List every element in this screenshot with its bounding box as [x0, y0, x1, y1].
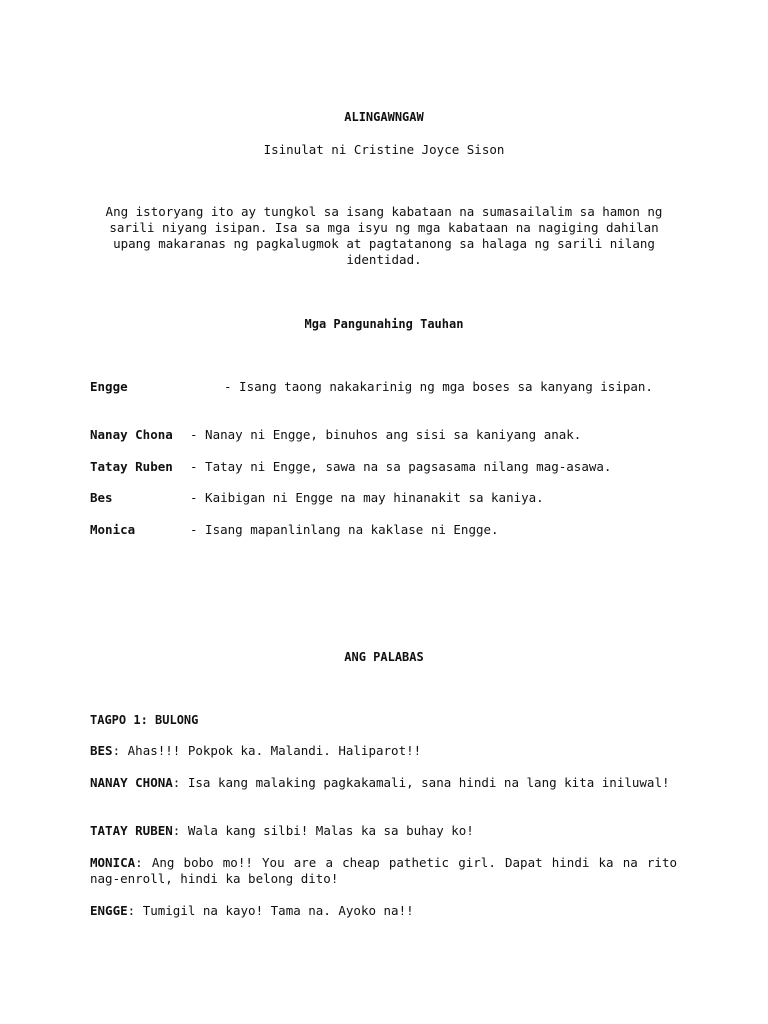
dialogue-line-engge: ENGGE: Tumigil na kayo! Tama na. Ayoko na!! [90, 903, 414, 918]
document-title: ALINGAWNGAW [344, 110, 424, 124]
character-name: Engge [90, 379, 128, 394]
character-desc: - Nanay ni Engge, binuhos ang sisi sa kaniyang anak. [190, 427, 582, 442]
dialogue-line-bes: BES: Ahas!!! Pokpok ka. Malandi. Haliparot!! [90, 743, 422, 758]
character-desc: - Kaibigan ni Engge na may hinanakit sa kaniya. [190, 490, 544, 505]
dialogue-text: Tumigil na kayo! Tama na. Ayoko na!! [142, 903, 414, 918]
dialogue-speaker: MONICA [90, 855, 136, 870]
scene-title: TAGPO 1: BULONG [90, 713, 199, 727]
character-name: Tatay Ruben [90, 459, 173, 474]
character-desc: - Isang taong nakakarinig ng mga boses sa kanyang isipan. [224, 379, 653, 394]
character-desc: - Tatay ni Engge, sawa na sa pagsasama nilang mag-asawa. [190, 459, 612, 474]
dialogue-speaker: NANAY CHONA [90, 775, 173, 790]
dialogue-line-tatay-ruben: TATAY RUBEN: Wala kang silbi! Malas ka sa buhay ko! [90, 823, 474, 838]
character-name: Monica [90, 522, 136, 537]
dialogue-speaker: ENGGE [90, 903, 128, 918]
dialogue-text: Ang bobo mo!! You are a cheap pathetic girl. Dapat hindi ka na rito nag-enroll, hindi ka belong dito! [90, 855, 677, 886]
dialogue-line-monica: MONICA: Ang bobo mo!! You are a cheap pathetic girl. Dapat hindi ka na rito nag-enroll, hindi ka belong dito! [90, 855, 677, 886]
story-summary: Ang istoryang ito ay tungkol sa isang kabataan na sumasailalim sa hamon ng sarili niyang isipan. Isa sa mga isyu ng mga kabataan na nagiging dahilan upang makaranas ng pagkalugmok at pagtatanong sa halaga ng sarili nilang identidad. [105, 204, 663, 267]
dialogue-text: Ahas!!! Pokpok ka. Malandi. Haliparot!! [127, 743, 422, 758]
dialogue-speaker: BES [90, 743, 113, 758]
dialogue-text: Isa kang malaking pagkakamali, sana hindi na lang kita iniluwal! [187, 775, 670, 790]
author-line: Isinulat ni Cristine Joyce Sison [263, 142, 505, 157]
dialogue-text: Wala kang silbi! Malas ka sa buhay ko! [187, 823, 474, 838]
dialogue-line-nanay-chona: NANAY CHONA: Isa kang malaking pagkakamali, sana hindi na lang kita iniluwal! [90, 775, 670, 790]
character-name: Nanay Chona [90, 427, 173, 442]
characters-heading: Mga Pangunahing Tauhan [304, 317, 464, 331]
dialogue-speaker: TATAY RUBEN [90, 823, 173, 838]
character-desc: - Isang mapanlinlang na kaklase ni Engge. [190, 522, 499, 537]
character-name: Bes [90, 490, 113, 505]
play-heading: ANG PALABAS [344, 650, 424, 664]
